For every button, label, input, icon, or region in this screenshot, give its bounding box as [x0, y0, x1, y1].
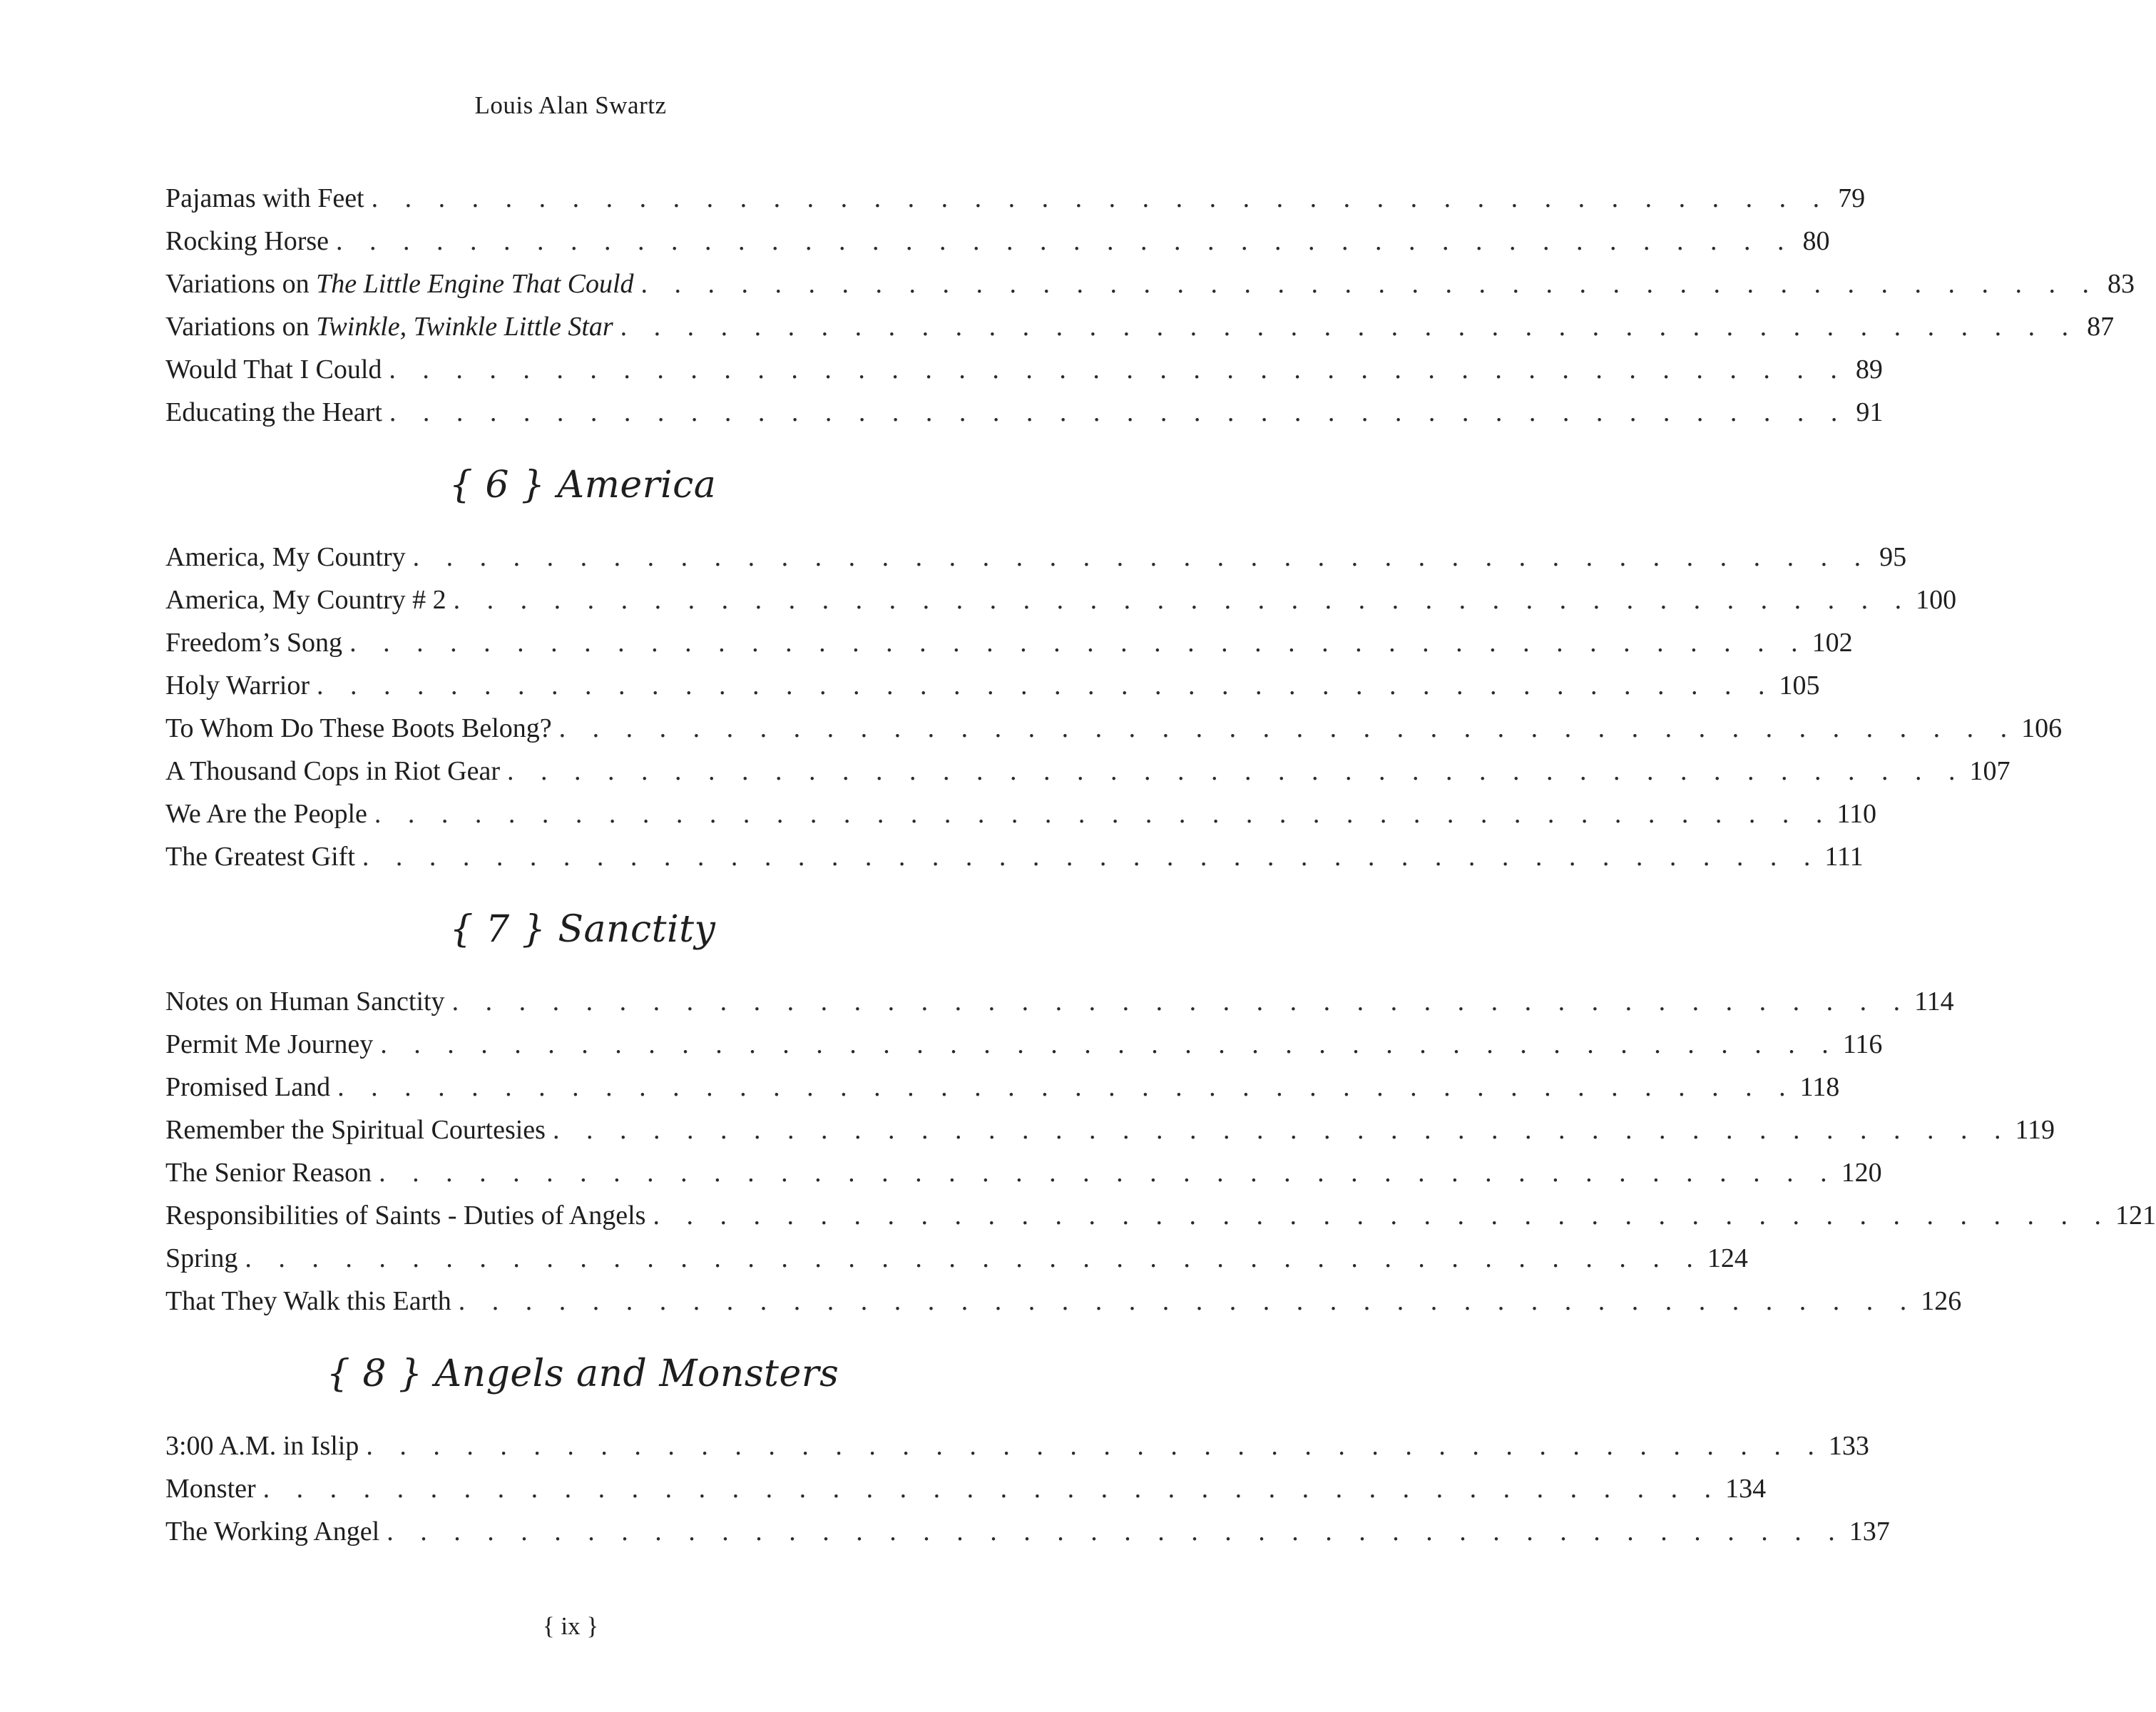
toc-entry — [165, 391, 1884, 434]
toc-entry-title — [165, 305, 613, 348]
toc-entry-page-number: 80 — [1802, 226, 1830, 256]
toc-entry — [165, 220, 1830, 263]
page-folio: { ix } — [542, 1612, 599, 1640]
toc-entry-page-number: 116 — [1842, 1029, 1883, 1059]
toc-entry-title-prefix: Variations on — [165, 312, 317, 342]
toc-entry-title: Would That I Could — [165, 355, 382, 384]
toc-entry-page-number: 114 — [1914, 987, 1954, 1017]
dot-leader: . . . . . . . . . . . . . . . . . . . . . . . . . . . . . . . . . . . . . . . . . . . . — [458, 1286, 1917, 1316]
toc-entry — [165, 536, 1907, 579]
toc-entry-title: Responsibilities of Saints - Duties of Angels — [165, 1201, 646, 1230]
toc-entry-title: We Are the People — [165, 799, 367, 829]
section-heading: { 8 } Angels and Monsters — [326, 1352, 839, 1395]
toc-entry-page-number: 111 — [1824, 842, 1864, 872]
toc-entry-page-number: 118 — [1799, 1072, 1840, 1102]
toc-entry-title: Rocking Horse — [165, 226, 329, 256]
toc-entry — [165, 980, 1954, 1023]
toc-entry-page-number: 137 — [1849, 1517, 1890, 1547]
toc-entry-page-number: 83 — [2108, 269, 2135, 299]
toc-entry-title: 3:00 A.M. in Islip — [165, 1431, 359, 1461]
toc-entry — [165, 579, 1957, 621]
toc-entry-title: Holy Warrior — [165, 671, 310, 700]
section-heading: { 6 } America — [449, 463, 717, 506]
table-of-contents — [165, 177, 2156, 1553]
toc-entry-page-number: 134 — [1725, 1474, 1767, 1504]
dot-leader: . . . . . . . . . . . . . . . . . . . . . . . . . . . . . . . . . . . . . . . . . . . . — [389, 397, 1848, 427]
toc-entry — [165, 348, 1883, 391]
toc-entry-title: Permit Me Journey — [165, 1029, 374, 1059]
dot-leader: . . . . . . . . . . . . . . . . . . . . . . . . . . . . . . . . . . . . . . . . . . . . — [412, 542, 1871, 572]
dot-leader: . . . . . . . . . . . . . . . . . . . . . . . . . . . . . . . . . . . . . . . . . . . . — [245, 1243, 1703, 1273]
toc-entry-page-number: 106 — [2021, 713, 2063, 743]
toc-entry-page-number: 133 — [1828, 1431, 1869, 1461]
dot-leader: . . . . . . . . . . . . . . . . . . . . . . . . . . . . . . . . . . . . . . . . . . . . — [451, 987, 1911, 1017]
toc-entry — [165, 621, 1853, 664]
toc-entry-title: To Whom Do These Boots Belong? — [165, 713, 552, 743]
toc-entry-page-number: 119 — [2015, 1115, 2055, 1145]
dot-leader: . . . . . . . . . . . . . . . . . . . . . . . . . . . . . . . . . . . . . . . . . . . . — [379, 1158, 1837, 1188]
toc-entry-title: Pajamas with Feet — [165, 183, 364, 213]
toc-entry-page-number: 110 — [1836, 799, 1876, 829]
dot-leader: . . . . . . . . . . . . . . . . . . . . . . . . . . . . . . . . . . . . . . . . . . . . — [362, 842, 1821, 872]
toc-entry-title: Educating the Heart — [165, 397, 382, 427]
dot-leader: . . . . . . . . . . . . . . . . . . . . . . . . . . . . . . . . . . . . . . . . . . . . — [337, 1072, 1796, 1102]
toc-entry-page-number: 124 — [1707, 1243, 1748, 1273]
toc-entry-title-italic: The Little Engine That Could — [316, 269, 634, 299]
dot-leader: . . . . . . . . . . . . . . . . . . . . . . . . . . . . . . . . . . . . . . . . . . . . — [453, 585, 1912, 615]
toc-entry — [165, 177, 1866, 220]
section-heading: { 7 } Sanctity — [449, 907, 716, 951]
toc-entry-title: A Thousand Cops in Riot Gear — [165, 756, 501, 786]
toc-entry-page-number: 121 — [2115, 1201, 2156, 1230]
toc-entry-page-number: 95 — [1879, 542, 1907, 572]
toc-entry-title: Notes on Human Sanctity — [165, 987, 445, 1017]
toc-entry-title-prefix: Variations on — [165, 269, 317, 299]
toc-entry — [165, 1109, 2055, 1151]
toc-entry-page-number: 91 — [1856, 397, 1884, 427]
toc-entry-title: Promised Land — [165, 1072, 331, 1102]
toc-entry-page-number: 102 — [1812, 628, 1853, 658]
dot-leader: . . . . . . . . . . . . . . . . . . . . . . . . . . . . . . . . . . . . . . . . . . . . — [640, 269, 2100, 299]
toc-entry — [165, 1023, 1883, 1066]
toc-entry-title-italic: Twinkle, Twinkle Little Star — [316, 312, 613, 342]
toc-entry — [165, 835, 1864, 878]
dot-leader: . . . . . . . . . . . . . . . . . . . . . . . . . . . . . . . . . . . . . . . . . . . . — [336, 226, 1794, 256]
toc-entry — [165, 1151, 1882, 1194]
toc-entry-title: America, My Country — [165, 542, 406, 572]
dot-leader: . . . . . . . . . . . . . . . . . . . . . . . . . . . . . . . . . . . . . . . . . . . . — [380, 1029, 1839, 1059]
dot-leader: . . . . . . . . . . . . . . . . . . . . . . . . . . . . . . . . . . . . . . . . . . . . — [389, 355, 1847, 384]
toc-entry-title: The Greatest Gift — [165, 842, 355, 872]
dot-leader: . . . . . . . . . . . . . . . . . . . . . . . . . . . . . . . . . . . . . . . . . . . . — [374, 799, 1833, 829]
dot-leader: . . . . . . . . . . . . . . . . . . . . . . . . . . . . . . . . . . . . . . . . . . . . — [552, 1115, 2011, 1145]
running-head-author: Louis Alan Swartz — [474, 91, 667, 119]
toc-entry-title: Remember the Spiritual Courtesies — [165, 1115, 546, 1145]
toc-entry — [165, 1194, 2156, 1237]
toc-entry — [165, 793, 1876, 835]
toc-entry-title: The Working Angel — [165, 1517, 380, 1547]
dot-leader: . . . . . . . . . . . . . . . . . . . . . . . . . . . . . . . . . . . . . . . . . . . . — [262, 1474, 1722, 1504]
dot-leader: . . . . . . . . . . . . . . . . . . . . . . . . . . . . . . . . . . . . . . . . . . . . — [366, 1431, 1824, 1461]
toc-entry-page-number: 100 — [1916, 585, 1957, 615]
toc-entry — [165, 263, 2135, 305]
dot-leader: . . . . . . . . . . . . . . . . . . . . . . . . . . . . . . . . . . . . . . . . . . . . — [371, 183, 1830, 213]
toc-entry — [165, 1467, 1767, 1510]
toc-entry — [165, 1237, 1748, 1280]
toc-entry — [165, 1425, 1869, 1467]
toc-entry-title — [165, 263, 634, 305]
dot-leader: . . . . . . . . . . . . . . . . . . . . . . . . . . . . . . . . . . . . . . . . . . . . — [558, 713, 2018, 743]
toc-entry-title: Spring — [165, 1243, 238, 1273]
toc-entry-page-number: 105 — [1779, 671, 1820, 700]
toc-entry — [165, 1066, 1840, 1109]
toc-entry-title: The Senior Reason — [165, 1158, 372, 1188]
toc-entry — [165, 750, 2011, 793]
dot-leader: . . . . . . . . . . . . . . . . . . . . . . . . . . . . . . . . . . . . . . . . . . . . — [620, 312, 2079, 342]
toc-entry — [165, 1510, 1890, 1553]
toc-entry-page-number: 79 — [1838, 183, 1866, 213]
toc-entry — [165, 305, 2115, 348]
dot-leader: . . . . . . . . . . . . . . . . . . . . . . . . . . . . . . . . . . . . . . . . . . . . — [317, 671, 1775, 700]
toc-entry-title: America, My Country # 2 — [165, 585, 446, 615]
toc-entry — [165, 664, 1820, 707]
toc-entry — [165, 707, 2063, 750]
toc-entry — [165, 1280, 1962, 1323]
toc-entry-page-number: 120 — [1841, 1158, 1882, 1188]
toc-entry-page-number: 89 — [1855, 355, 1883, 384]
toc-entry-title: Monster — [165, 1474, 256, 1504]
toc-entry-page-number: 126 — [1921, 1286, 1962, 1316]
toc-entry-title: That They Walk this Earth — [165, 1286, 451, 1316]
toc-entry-page-number: 87 — [2087, 312, 2115, 342]
dot-leader: . . . . . . . . . . . . . . . . . . . . . . . . . . . . . . . . . . . . . . . . . . . . — [653, 1201, 2111, 1230]
dot-leader: . . . . . . . . . . . . . . . . . . . . . . . . . . . . . . . . . . . . . . . . . . . . — [507, 756, 1966, 786]
dot-leader: . . . . . . . . . . . . . . . . . . . . . . . . . . . . . . . . . . . . . . . . . . . . — [387, 1517, 1845, 1547]
toc-entry-page-number: 107 — [1969, 756, 2011, 786]
toc-entry-title: Freedom’s Song — [165, 628, 343, 658]
dot-leader: . . . . . . . . . . . . . . . . . . . . . . . . . . . . . . . . . . . . . . . . . . . . — [349, 628, 1808, 658]
